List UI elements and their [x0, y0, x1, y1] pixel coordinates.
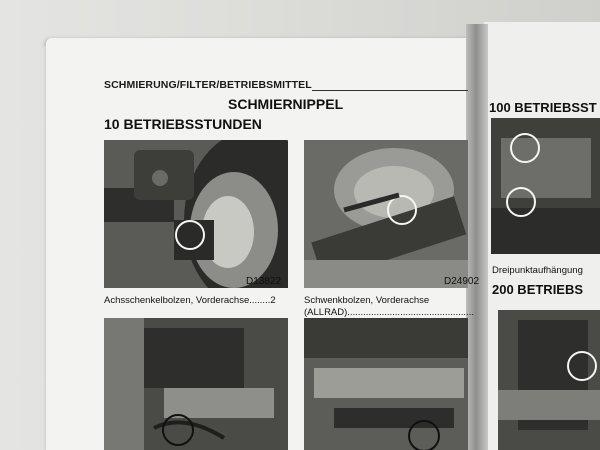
figure-code: D24902: [444, 276, 480, 287]
figure-code: D13822: [246, 276, 282, 287]
figure-underbody-photo: [104, 318, 288, 450]
figure-rear-photo: [498, 310, 600, 450]
book-gutter: [466, 24, 488, 450]
right-page-title: 100 BETRIEBSST: [489, 100, 597, 115]
page-header: SCHMIERUNG/FILTER/BETRIEBSMITTEL: [104, 79, 312, 91]
figure-caption-line2: (ALLRAD)................................................: [304, 307, 474, 318]
figure-caption: Schwenkbolzen, Vorderachse: [304, 295, 430, 306]
figure-axle-pivot-photo: [104, 140, 288, 288]
figure-linkage-photo: [304, 318, 468, 450]
page-subtitle: 10 BETRIEBSSTUNDEN: [104, 116, 262, 132]
figure-caption: Achsschenkelbolzen, Vorderachse........2: [104, 295, 276, 306]
header-rule: [312, 90, 468, 91]
figure-three-point-hitch-photo: [491, 118, 600, 254]
right-page-caption: Dreipunktaufhängung: [492, 265, 583, 276]
figure-swivel-pin-photo: [304, 140, 468, 288]
right-page-title: 200 BETRIEBS: [492, 282, 584, 297]
page-title: SCHMIERNIPPEL: [228, 96, 344, 112]
